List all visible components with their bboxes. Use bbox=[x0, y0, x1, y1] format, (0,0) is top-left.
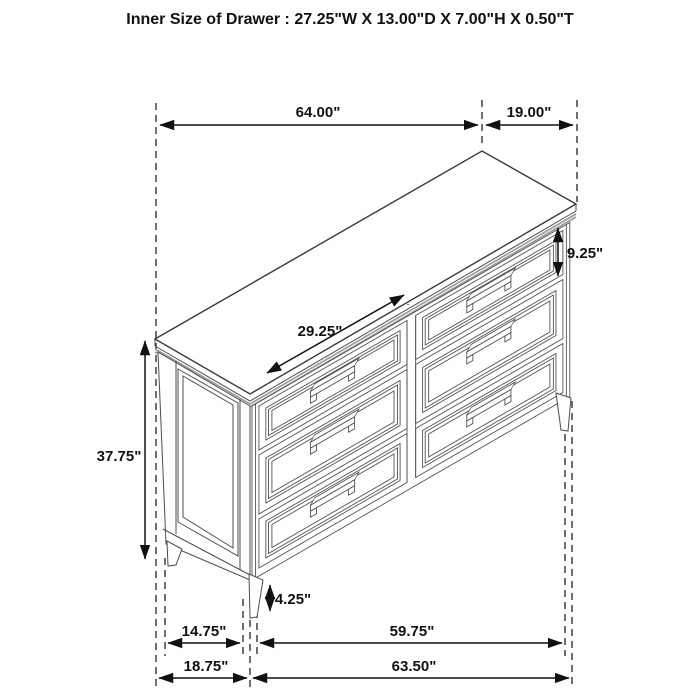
dim-label: 18.75" bbox=[183, 658, 229, 675]
leg-front-corner bbox=[249, 574, 263, 618]
dim-label: 63.50" bbox=[391, 658, 437, 675]
dim-label: 4.25" bbox=[274, 591, 312, 608]
diagram-title: Inner Size of Drawer : 27.25"W X 13.00"D X 7.00"H X 0.50"T bbox=[126, 11, 574, 28]
dim-leg-height bbox=[270, 585, 311, 611]
dresser-drawing bbox=[155, 151, 576, 618]
dim-label: 37.75" bbox=[96, 448, 142, 465]
dim-front-leg-span bbox=[260, 623, 562, 643]
dim-overall-width-top bbox=[160, 104, 478, 125]
dim-overall-height bbox=[97, 341, 145, 559]
dim-overall-depth-top bbox=[486, 104, 573, 125]
dim-base-depth bbox=[159, 658, 247, 678]
dim-label: 19.00" bbox=[506, 104, 552, 121]
dim-side-leg-span bbox=[168, 623, 240, 643]
dim-label: 29.25" bbox=[297, 323, 343, 340]
dim-base-width bbox=[253, 658, 569, 678]
dim-label: 64.00" bbox=[295, 104, 341, 121]
dim-label: 14.75" bbox=[181, 623, 227, 640]
dim-label: 9.25" bbox=[566, 245, 604, 262]
dim-label: 59.75" bbox=[389, 623, 435, 640]
leg-right bbox=[556, 393, 571, 431]
